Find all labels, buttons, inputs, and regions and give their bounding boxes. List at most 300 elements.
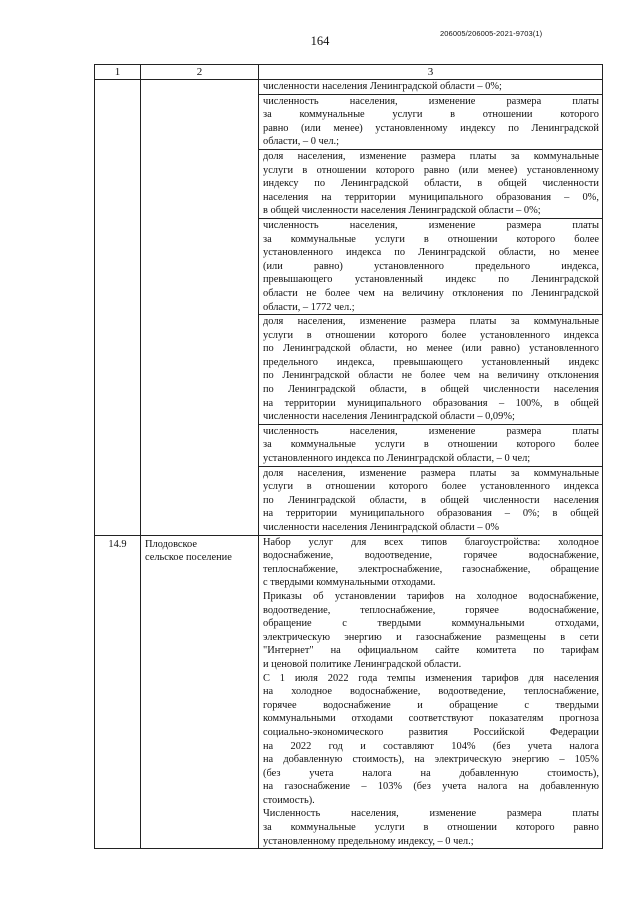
word: Ленинградской	[287, 494, 356, 506]
word: горячее	[465, 604, 499, 616]
word: июля	[294, 672, 318, 684]
text-line: стоимость).	[263, 794, 315, 806]
word: на	[330, 645, 341, 657]
word: –	[499, 397, 505, 409]
word: отношении	[447, 233, 498, 245]
word: прогноза	[559, 713, 599, 725]
word: области,	[369, 384, 407, 396]
word: Ленинградской	[282, 370, 350, 382]
word: не	[306, 287, 317, 299]
row-description-cell	[259, 535, 603, 849]
word: Ленинградской	[531, 287, 599, 299]
word: Ленинградской	[287, 384, 356, 396]
text-line	[263, 219, 599, 233]
word: газоснабжение,	[462, 563, 531, 575]
word: отношении	[447, 822, 497, 834]
word: доля	[263, 316, 284, 328]
word: Ленинградской	[340, 178, 409, 190]
text-line	[263, 246, 599, 260]
word: более	[420, 370, 446, 382]
table-header-row	[95, 65, 603, 80]
word: всех	[384, 536, 404, 548]
word: по	[498, 274, 510, 286]
word: менее	[572, 247, 599, 259]
word: населения	[553, 384, 599, 396]
text-line: численности населения Ленинградской области – 0%;	[263, 81, 502, 92]
word: на	[263, 754, 274, 766]
word: изменения	[425, 672, 472, 684]
word: отклонения	[547, 370, 599, 382]
word: коммунальные	[290, 233, 356, 245]
word: населения,	[297, 467, 346, 479]
word: развития	[408, 726, 448, 738]
word: водоснабжение,	[263, 550, 334, 562]
word: установленный	[481, 356, 550, 368]
text-line	[263, 425, 599, 439]
word: учета	[309, 767, 334, 779]
word: размера	[506, 219, 542, 231]
word: Набор	[263, 536, 291, 548]
word: общей	[440, 494, 469, 506]
word: 105%	[574, 754, 599, 766]
word: добавленную	[283, 754, 343, 766]
word: коммунальные	[299, 109, 365, 121]
word: отношении	[325, 329, 376, 341]
word: населения,	[350, 808, 399, 820]
word: индекса	[563, 329, 599, 341]
word: отклонения	[452, 287, 504, 299]
word: газоснабжение	[415, 631, 482, 643]
word: налога	[362, 767, 392, 779]
column-header-3: 3	[259, 65, 603, 80]
word: на	[263, 740, 274, 752]
word: 0%,	[582, 191, 599, 203]
word: водоснабжение	[323, 699, 391, 711]
word: в	[421, 384, 427, 396]
description-text	[259, 536, 602, 849]
word: изменение	[429, 808, 477, 820]
word: установленного	[480, 481, 550, 493]
word: стоимость),	[547, 767, 599, 779]
word: –	[559, 754, 565, 766]
word: комитета	[476, 645, 517, 657]
word: официальном	[357, 645, 419, 657]
word: темпы	[387, 672, 416, 684]
word: налога	[569, 740, 599, 752]
text-line	[263, 740, 599, 754]
text-line	[263, 536, 599, 550]
word: по	[508, 122, 519, 134]
word: численность	[263, 95, 319, 107]
word: 2022	[327, 672, 349, 684]
word: отношении	[482, 109, 533, 121]
word: численность	[263, 219, 319, 231]
word: индекса,	[336, 356, 375, 368]
word: услуги	[263, 164, 294, 176]
text-paragraph	[259, 424, 602, 466]
word: населения	[553, 672, 599, 684]
word: горячее	[463, 550, 498, 562]
word: общей	[570, 397, 599, 409]
word: Российской	[473, 726, 525, 738]
word: населения,	[297, 150, 346, 162]
word: на	[518, 781, 529, 793]
word: и	[396, 631, 402, 643]
word: индекса,	[561, 260, 599, 272]
word: установленному	[375, 122, 448, 134]
word: менее)	[333, 122, 363, 134]
word: показателям	[489, 713, 544, 725]
word: Ленинградской	[531, 122, 599, 134]
word: установленного	[263, 247, 333, 259]
word: области,	[424, 178, 462, 190]
word: составляют	[383, 740, 434, 752]
text-line	[263, 438, 599, 452]
word: теплоснабжение,	[523, 686, 599, 698]
word: в	[306, 329, 312, 341]
word: за	[263, 439, 272, 451]
text-line	[263, 617, 599, 631]
word: равно	[423, 164, 450, 176]
word: индексу	[460, 122, 496, 134]
word: тарифов	[407, 590, 445, 602]
word: за	[510, 150, 520, 162]
text-line	[263, 780, 599, 794]
word: услуги	[374, 439, 405, 451]
word: более	[574, 233, 599, 245]
text-line: области, – 1772 чел.;	[263, 301, 355, 313]
word: –	[564, 191, 570, 203]
word: размера	[420, 467, 456, 479]
word: которого	[375, 164, 415, 176]
word: на	[383, 287, 394, 299]
word: –	[504, 508, 510, 520]
word: по	[263, 384, 274, 396]
word: населения,	[297, 316, 346, 328]
word: изменение	[359, 316, 407, 328]
word: энергию	[344, 631, 382, 643]
word: населения,	[349, 95, 398, 107]
word: водоотведение,	[438, 686, 506, 698]
word: электрическую	[263, 631, 330, 643]
word: области,	[498, 247, 537, 259]
word: Федерации	[549, 726, 599, 738]
word: по	[263, 370, 274, 382]
word: изменение	[428, 95, 476, 107]
word: предельного	[263, 356, 319, 368]
word: услуги	[374, 233, 405, 245]
word: С	[263, 672, 270, 684]
text-line	[263, 712, 599, 726]
word: добавленную	[459, 767, 519, 779]
word: Приказы	[263, 590, 302, 602]
document-code: 206005/206005-2021-9703(1)	[440, 29, 543, 38]
word: которого	[516, 233, 556, 245]
indicators-text	[259, 80, 602, 535]
word: но	[549, 247, 560, 259]
table-row-continued	[95, 80, 603, 536]
word: обращение	[550, 563, 599, 575]
word: не	[401, 370, 412, 382]
word: социально-экономического	[263, 726, 384, 738]
settlement-name	[141, 535, 259, 849]
row-name-cell-empty	[141, 80, 259, 536]
word: холодное	[291, 686, 332, 698]
text-line	[263, 342, 599, 356]
text-line	[263, 631, 599, 645]
word: Ленинградской	[531, 274, 599, 286]
word: 0%;	[522, 508, 540, 520]
word: индекса	[346, 247, 382, 259]
word: водоснабжение,	[528, 550, 599, 562]
table-row-14-9	[95, 535, 603, 849]
word: предельного	[475, 260, 531, 272]
text-line	[263, 753, 599, 767]
word: чем	[453, 370, 471, 382]
word: которого	[515, 822, 555, 834]
word: населения,	[349, 219, 398, 231]
word: отходами	[351, 713, 393, 725]
word: твердыми	[377, 618, 422, 630]
text-line	[263, 549, 599, 563]
word: населения	[263, 191, 309, 203]
word: размера	[420, 150, 456, 162]
word: превышающего	[263, 274, 333, 286]
word: чем	[358, 287, 375, 299]
word: тарифам	[561, 645, 599, 657]
word: (или	[301, 122, 321, 134]
text-line	[263, 383, 599, 397]
word: превышающего	[393, 356, 463, 368]
word: равно)	[313, 260, 343, 272]
word: Ленинградской	[418, 247, 486, 259]
word: по	[533, 645, 545, 657]
text-line	[263, 287, 599, 301]
text-paragraph	[259, 807, 602, 848]
word: об	[313, 590, 324, 602]
word: на	[478, 370, 489, 382]
text-line: установленного индекса по Ленинградской области, – 0 чел;	[263, 453, 531, 465]
text-line	[263, 273, 599, 287]
word: индекс	[445, 274, 476, 286]
text-line	[263, 397, 599, 411]
word: численности	[542, 178, 599, 190]
text-line	[263, 726, 599, 740]
word: которого	[516, 439, 556, 451]
text-line	[263, 356, 599, 370]
word: менее)	[487, 164, 518, 176]
word: на	[263, 781, 274, 793]
text-line: области, – 0 чел.;	[263, 136, 340, 148]
word: установленного	[529, 343, 599, 355]
text-line	[263, 467, 599, 481]
text-line	[263, 191, 599, 205]
word: образования	[496, 191, 551, 203]
word: холодное	[476, 590, 518, 602]
word: 100%,	[515, 397, 543, 409]
text-paragraph	[259, 314, 602, 424]
text-line	[263, 164, 599, 178]
word: энергию	[511, 754, 550, 766]
text-line	[263, 821, 599, 835]
word: населения,	[349, 425, 398, 437]
word: за	[263, 822, 272, 834]
text-line	[263, 95, 599, 109]
word: теплоснабжение,	[360, 604, 436, 616]
word: теплоснабжение,	[263, 563, 339, 575]
word: платы	[572, 219, 599, 231]
word: и	[417, 699, 423, 711]
text-paragraph	[259, 218, 602, 314]
row-number-cell-empty	[95, 80, 141, 536]
word: по	[263, 343, 274, 355]
text-line	[263, 563, 599, 577]
word: изменение	[428, 425, 476, 437]
word: (или	[461, 343, 482, 355]
word: в	[306, 481, 312, 493]
word: за	[510, 467, 520, 479]
word: платы	[469, 150, 497, 162]
word: по	[314, 178, 326, 190]
text-line	[263, 604, 599, 618]
word: сети	[579, 631, 599, 643]
word: образования	[432, 397, 488, 409]
word: более	[574, 439, 599, 451]
word: тарифов	[481, 672, 519, 684]
text-line	[263, 685, 599, 699]
word: платы	[572, 425, 599, 437]
word: по	[394, 247, 406, 259]
text-line	[263, 329, 599, 343]
word: населения	[553, 494, 599, 506]
word: доля	[263, 467, 284, 479]
word: на	[420, 767, 431, 779]
text-line	[263, 122, 599, 136]
word: территории	[284, 397, 336, 409]
word: в	[450, 109, 456, 121]
text-paragraph	[259, 466, 602, 535]
word: год	[328, 740, 343, 752]
word: услуги	[392, 109, 423, 121]
word: услуги	[374, 822, 405, 834]
word: обращение	[263, 618, 312, 630]
word: для	[350, 536, 367, 548]
text-line: численности населения Ленинградской области – 0,09%;	[263, 411, 515, 423]
word: которого	[560, 109, 599, 121]
word: на	[321, 191, 332, 203]
word: коммунальные	[533, 316, 599, 328]
word: (без	[263, 767, 281, 779]
word: 1	[279, 672, 285, 684]
text-paragraph	[259, 149, 602, 218]
word: коммунальные	[290, 822, 356, 834]
word: электрическую	[434, 754, 502, 766]
word: индексу	[263, 178, 299, 190]
word: но	[406, 343, 418, 355]
word: области,	[369, 494, 407, 506]
word: установлении	[334, 590, 396, 602]
word: водоснабжение,	[528, 590, 599, 602]
word: водоотведение,	[263, 604, 331, 616]
word: муниципального	[350, 508, 425, 520]
word: отношении	[447, 439, 498, 451]
word: общей	[440, 384, 469, 396]
word: с	[342, 618, 347, 630]
text-line: в общей численности населения Ленинградской области – 0%;	[263, 205, 541, 217]
word: для	[528, 672, 544, 684]
text-paragraph	[259, 94, 602, 149]
text-paragraph	[259, 536, 602, 590]
word: коммунальными	[451, 618, 525, 630]
text-line	[263, 315, 599, 329]
word: установленного	[480, 329, 550, 341]
word: платы	[572, 95, 599, 107]
word: равно)	[490, 343, 520, 355]
word: коммунальные	[290, 439, 356, 451]
row-indicators-cell	[259, 80, 603, 536]
word: муниципального	[347, 397, 422, 409]
word: более	[441, 329, 467, 341]
word: общей	[498, 178, 527, 190]
text-line	[263, 480, 599, 494]
word: области,	[359, 343, 398, 355]
word: отношении	[325, 481, 376, 493]
text-line	[263, 150, 599, 164]
word: муниципального	[408, 191, 484, 203]
word: изменение	[359, 467, 407, 479]
word: водоотведение,	[364, 550, 433, 562]
word: с	[524, 699, 529, 711]
text-line	[263, 494, 599, 508]
word: величину	[402, 287, 444, 299]
word: года	[358, 672, 378, 684]
word: –	[361, 781, 367, 793]
word: услуги	[263, 329, 294, 341]
word: территории	[344, 191, 396, 203]
word: равно	[263, 122, 289, 134]
text-line: и ценовой политике Ленинградской области.	[263, 658, 462, 670]
word: стоимость),	[352, 754, 405, 766]
word: размера	[420, 316, 456, 328]
word: на	[263, 397, 274, 409]
word: на	[263, 686, 274, 698]
word: услуг	[308, 536, 334, 548]
page-number: 164	[310, 34, 330, 48]
word: более	[441, 481, 467, 493]
word: численность	[263, 425, 319, 437]
word: "Интернет"	[263, 645, 314, 657]
word: общей	[570, 508, 599, 520]
word: за	[510, 316, 520, 328]
column-header-2: 2	[141, 65, 259, 80]
word: по	[263, 494, 274, 506]
word: коммунальными	[263, 713, 336, 725]
word: изменение	[428, 219, 476, 231]
word: размещены	[495, 631, 546, 643]
word: образования	[437, 508, 492, 520]
word: области	[263, 287, 298, 299]
word: газоснабжение	[284, 781, 351, 793]
word: в	[423, 439, 429, 451]
word: благоустройства:	[464, 536, 541, 548]
word: Численность	[263, 808, 321, 820]
word: величину	[497, 370, 540, 382]
word: (без	[413, 781, 431, 793]
text-line	[263, 672, 599, 686]
word: (или	[458, 164, 479, 176]
word: за	[263, 109, 272, 121]
word: Ленинградской	[283, 343, 351, 355]
